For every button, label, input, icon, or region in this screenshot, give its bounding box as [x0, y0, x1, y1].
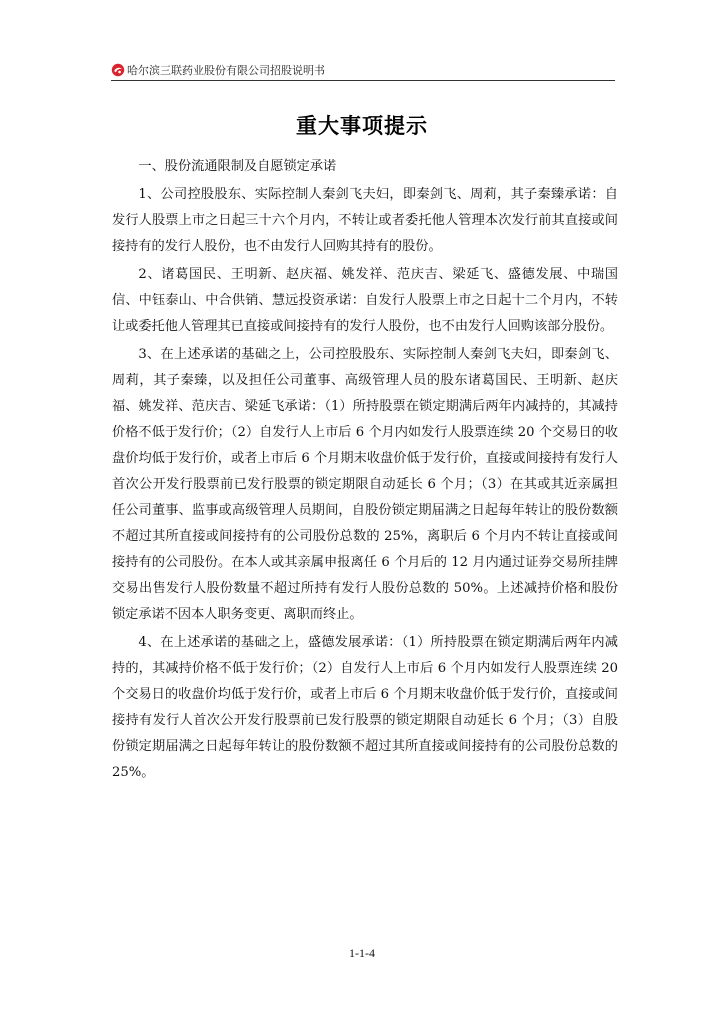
- section-heading: 一、股份流通限制及自愿锁定承诺: [138, 159, 337, 174]
- header-title: 哈尔滨三联药业股份有限公司招股说明书: [127, 64, 325, 77]
- running-header: [111, 60, 615, 82]
- paragraph-1: 1、公司控股股东、实际控制人秦剑飞夫妇，即秦剑飞、周莉，其子秦臻承诺：自发行人股票上市之日起三十六个月内，不转让或者委托他人管理本次发行前其直接或间接持有的发行人股份，也不由发行人回购其持有的股份。: [112, 187, 618, 254]
- paragraph-3: 3、在上述承诺的基础之上，公司控股股东、实际控制人秦剑飞夫妇，即秦剑飞、周莉，其子秦臻，以及担任公司董事、高级管理人员的股东诸葛国民、王明新、赵庆福、姚发祥、范庆吉、梁延飞承诺：（1）所持股票在锁定期满后两年内减持的，其减持价格不低于发行价；（2）自发行人上市后 6 个月内如发行人股票连续 20 个交易日的收盘价均低于发行价，或者上市后 6 个月期末收盘价低于发行价，直接或间接持有发行人首次公开发行股票前已发行股票的锁定期限自动延长 6 个月；（3）在其或其近亲属担任公司董事、监事或高级管理人员期间，自股份锁定期届满之日起每年转让的股份数额不超过其所直接或间接持有的公司股份总数的 25%，离职后 6 个月内不转让直接或间接持有的公司股份。在本人或其亲属申报离任 6 个月后的 12 月内通过证券交易所挂牌交易出售发行人股份数量不超过所持有发行人股份总数的 50%。上述减持价格和股份锁定承诺不因本人职务变更、离职而终止。: [112, 347, 618, 622]
- body-content: [112, 154, 618, 788]
- page-number: 1-1-4: [349, 946, 375, 960]
- company-logo-icon: [111, 63, 125, 77]
- page-title: 重大事项提示: [296, 114, 428, 138]
- header-divider: [111, 80, 615, 81]
- paragraph-2: 2、诸葛国民、王明新、赵庆福、姚发祥、范庆吉、梁延飞、盛德发展、中瑞国信、中钰泰山、中合供销、慧远投资承诺：自发行人股票上市之日起十二个月内，不转让或委托他人管理其已直接或间接持有的发行人股份，也不由发行人回购该部分股份。: [112, 267, 618, 334]
- paragraph-4: 4、在上述承诺的基础之上，盛德发展承诺：（1）所持股票在锁定期满后两年内减持的，其减持价格不低于发行价；（2）自发行人上市后 6 个月内如发行人股票连续 20 个交易日的收盘价均低于发行价，或者上市后 6 个月期末收盘价低于发行价，直接或间接持有发行人首次公开发行股票前已发行股票的锁定期限自动延长 6 个月；（3）自股份锁定期届满之日起每年转让的股份数额不超过其所直接或间接持有的公司股份总数的 25%。: [112, 635, 618, 780]
